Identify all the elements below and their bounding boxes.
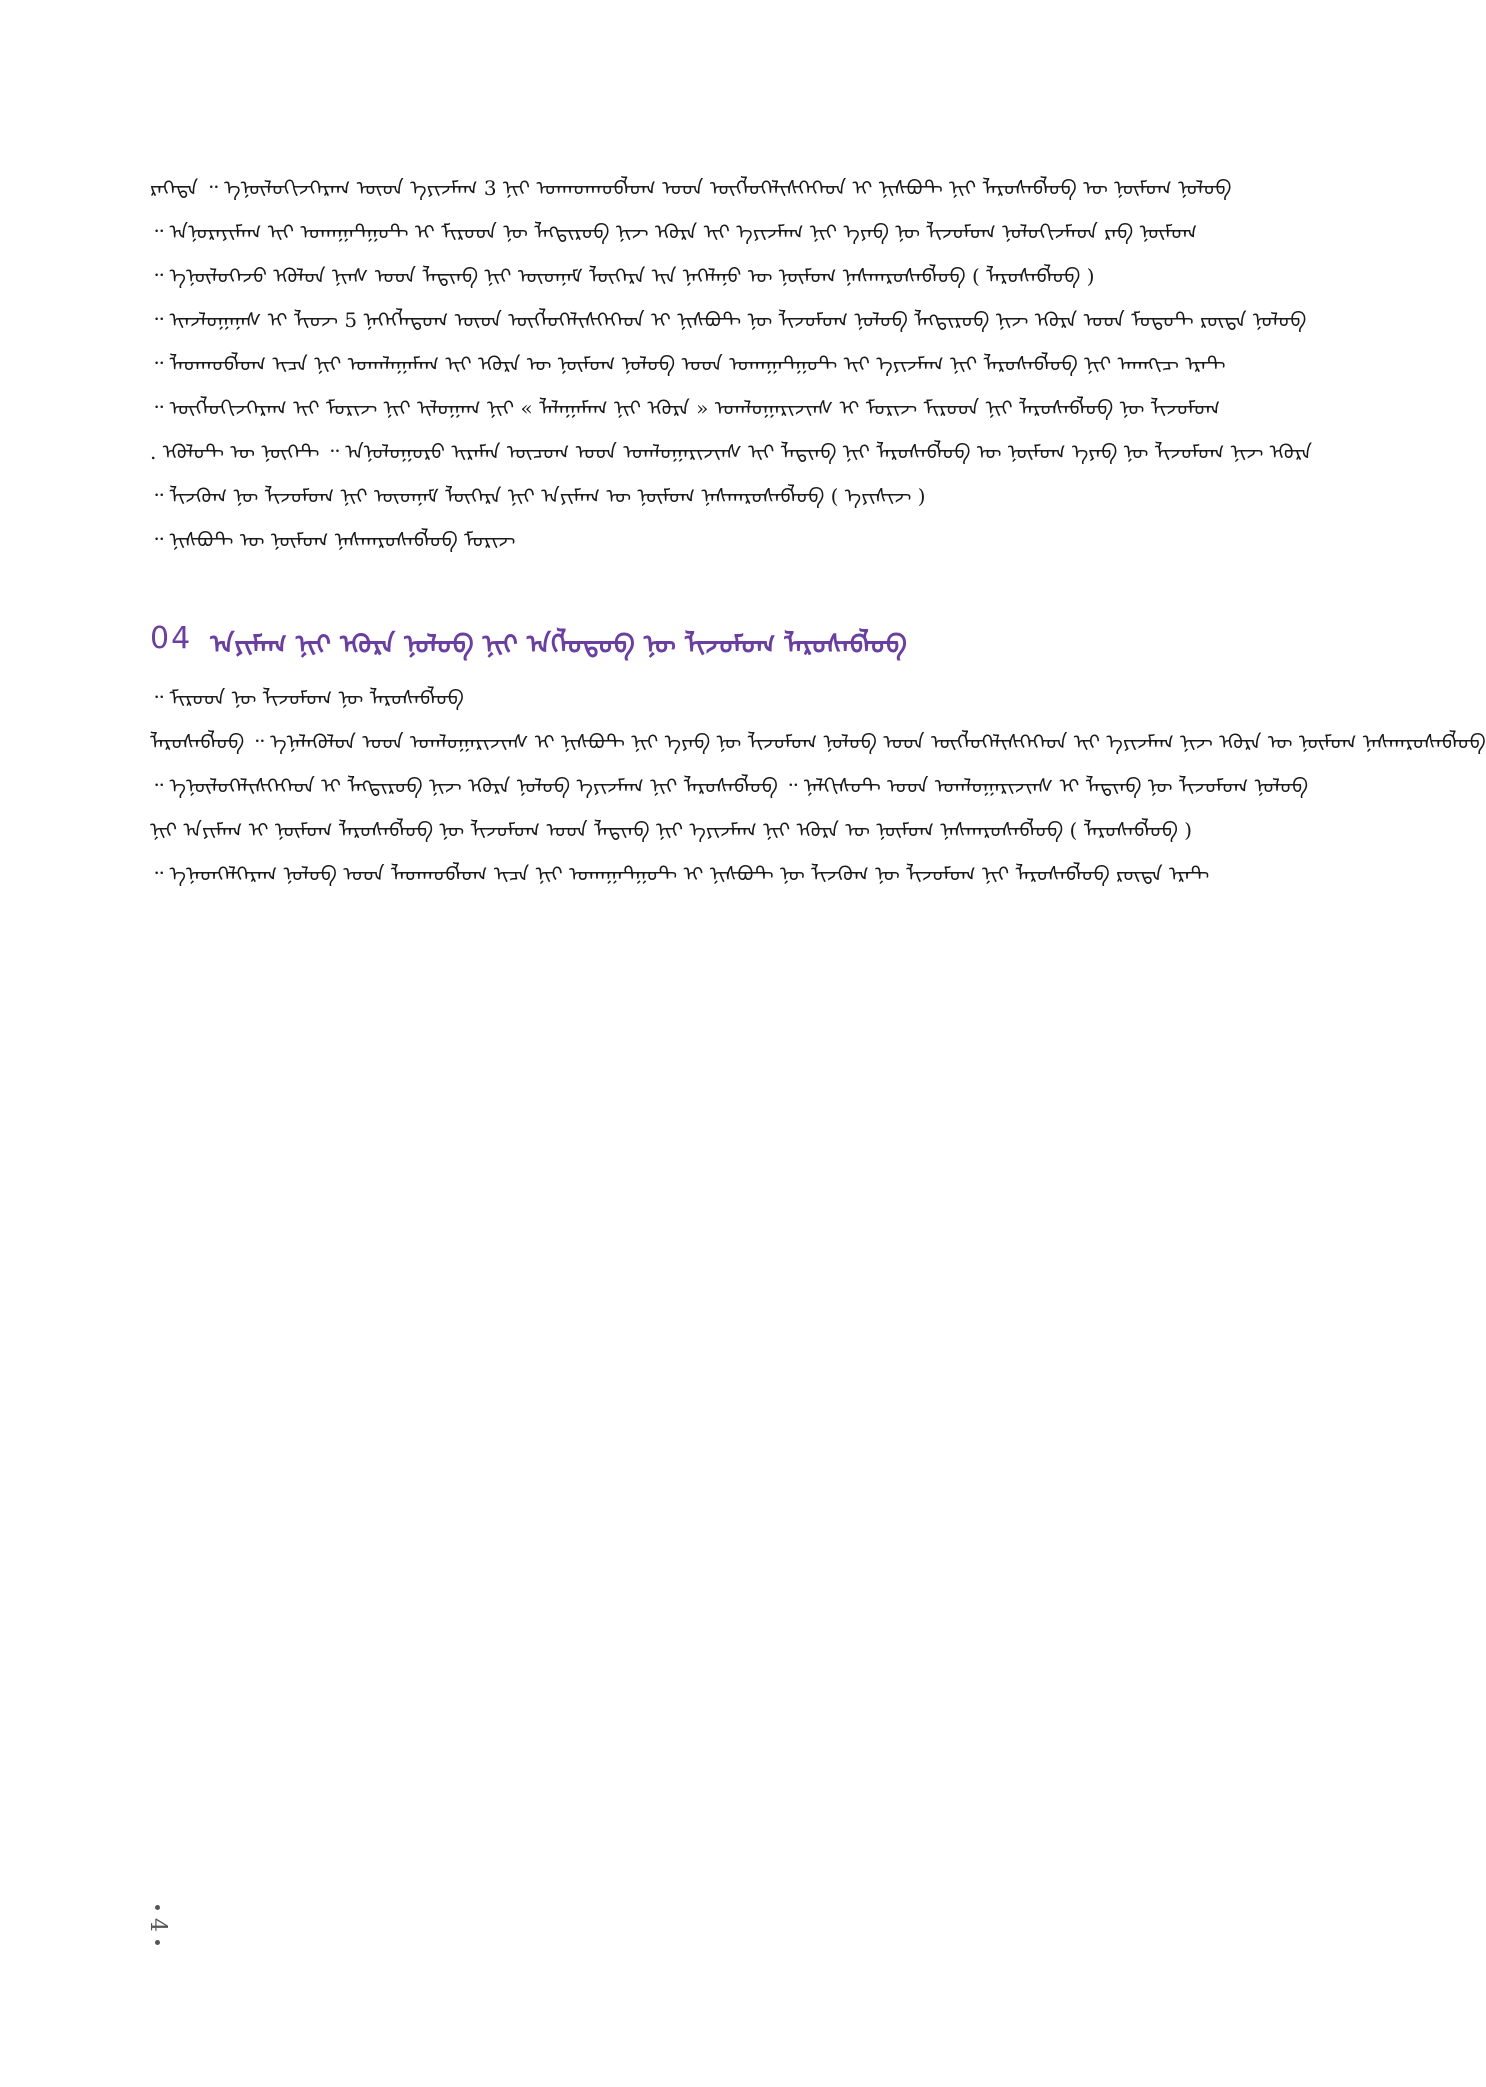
text-line: ᠲᠡᠷᠡ ᠴᠢᠩᠭᠠ ᠶᠢᠨ ᠪᠣᠯᠪᠠᠰᠤᠷᠠᠯ ᠶᠢᠨ ᠬᠡᠮᠵᠢᠶ᠎ᠡ ᠶᠢ ᠲᠣᠭᠲᠠᠭᠠᠬᠤ ᠳᠤ ᠪᠣᠯᠤᠨ ᠬᠦᠮᠦᠨ ᠦ ᠡᠷᠦᠬᠡ ᠶᠢ ᠬᠠᠮᠠᠭᠠᠯᠠᠬᠤ ᠶᠢᠨ ᠠᠴᠢ ᠬᠣᠯᠪᠣᠭᠳᠠᠯ ᠃	[150, 351, 1226, 376]
text-column	[150, 170, 1232, 200]
text-column	[150, 812, 1193, 842]
text-line: ( ᠪᠣᠯᠪᠠᠰᠤᠷᠠᠯ ) ᠪᠣᠯᠪᠠᠰᠤᠷᠠᠭᠰᠠᠨ ᠬᠦᠮᠦᠨ ᠦ ᠡᠷᠦᠬᠡ ᠶᠢᠨ ᠬᠡᠮᠵᠢᠶ᠎ᠡ ᠶᠢᠨ ᠪᠠᠢᠳᠠᠯ ᠳᠤ ᠬᠦᠮᠦᠵᠢᠯ ᠦᠨ ᠪᠣᠯᠪᠠᠰᠤᠷᠠᠯ ᠬᠦᠮᠦᠨ ᠢ ᠬᠠᠮᠢᠶ᠎ᠠ ᠶᠢᠨ	[150, 817, 1193, 842]
text-column	[150, 478, 926, 508]
text-column	[150, 346, 1226, 376]
text-column	[150, 302, 1307, 332]
text-line: ᠪᠣᠯᠪᠠᠰᠤᠷᠠᠯ ᠦᠨ ᠬᠦᠮᠦᠵᠢᠯ ᠦᠨ ᠳᠦᠷᠢᠮ ᠃	[150, 685, 464, 710]
text-line: ᠲᠡᠷᠡ ᠡᠳᠦᠷ ᠪᠣᠯᠪᠠᠰᠤᠷᠠᠯ ᠶᠢᠨ ᠬᠦᠮᠦᠵᠢᠯ ᠦᠨ ᠬᠥᠭᠵᠢᠯ ᠦᠨ ᠲᠦᠪᠰᠢᠨ ᠢ ᠲᠣᠭᠲᠠᠭᠠᠬᠤ ᠶᠢᠨ ᠠᠴᠢ ᠬᠣᠯᠪᠣᠭᠳᠠᠯ ᠳᠤ ᠪᠣᠯᠤᠨ ᠬᠡᠷᠡᠭᠯᠡᠭᠳᠡᠨ᠎ᠡ ᠃	[150, 861, 1210, 886]
page-number-dot-right	[155, 1940, 160, 1945]
text-line: ᠡᠷᠦᠬᠡ ᠵᠢᠨ ᠬᠦᠮᠦᠵᠢᠯ ᠦᠨ ᠪᠡᠶ᠎ᠡ ᠬᠦᠮᠦᠨ ᠦ ᠪᠣᠯᠪᠠᠰᠤᠷᠠᠯ ᠶᠢᠨ ᠪᠠᠢᠳᠠᠯ ᠶᠢ ᠰᠠᠢᠵᠢᠷᠠᠭᠤᠯᠬᠤ ᠳᠤ ᠬᠦᠴᠦ ᠨᠡᠮᠡᠷᠢ ᠣᠷᠤᠭᠤᠯᠤᠨ᠎ᠠ ᠃ ᠲᠡᠭᠦᠨ ᠦ ᠲᠥᠯᠦᠭᠡ .	[150, 439, 1313, 464]
text-column	[150, 434, 1313, 464]
text-line: ᠬᠦᠮᠦᠵᠢᠯ ᠦᠨ ᠪᠣᠯᠪᠠᠰᠤᠷᠠᠯ ᠶᠢᠨ ᠳᠦᠷᠢᠮ ᠵᠢᠷᠤᠮ ᠢ ᠰᠠᠢᠵᠢᠷᠠᠭᠤᠯᠬᠤ « ᠡᠷᠦᠬᠡ ᠶᠢᠨ ᠬᠠᠮᠠᠭᠠᠯᠠᠯ » ᠶᠢᠨ ᠬᠠᠭᠤᠯᠢ ᠶᠢᠨ ᠵᠢᠷᠤᠮ ᠶᠢ ᠬᠡᠷᠡᠭᠵᠢᠭᠦᠯᠬᠦ ᠃	[150, 395, 1221, 420]
text-column	[150, 856, 1210, 886]
text-column	[150, 680, 464, 710]
text-block	[150, 170, 1486, 1970]
text-column	[150, 258, 1095, 288]
page-number-dot-left	[155, 1905, 160, 1910]
section-heading	[150, 620, 907, 660]
text-column	[150, 768, 1309, 798]
text-column	[150, 522, 516, 552]
page-number	[145, 1905, 170, 1945]
text-line: ᠪᠣᠯᠤᠨ ᠬᠦᠮᠦᠵᠢᠯ ᠦᠨ ᠪᠠᠢᠳᠠᠯ ᠢ ᠰᠠᠢᠵᠢᠷᠠᠭᠤᠯᠬᠤ ᠳᠤ ᠲᠦᠰᠢᠭᠯᠡᠨ ᠃ ᠪᠣᠯᠪᠠᠰᠤᠷᠠᠯ ᠶᠢᠨ ᠬᠡᠮᠵᠢᠶ᠎ᠡ ᠪᠣᠯᠤᠨ ᠡᠷᠦᠬᠡ ᠵᠢᠨ ᠪᠦᠷᠢᠳᠭᠡᠯ ᠢ ᠳᠡᠭᠡᠭᠰᠢᠯᠡᠭᠦᠯᠦᠨ᠎ᠡ ᠃	[150, 773, 1309, 798]
page-number-text: 4	[145, 1918, 170, 1932]
text-column	[150, 214, 1198, 244]
text-line: ᠪᠣᠯᠤᠨ ᠡᠳᠦᠷ ᠲᠤᠲᠤᠮ ᠳᠤ ᠡᠷᠦᠬᠡ ᠵᠢᠨ ᠪᠦᠷᠢᠳᠭᠡᠯ ᠪᠣᠯᠤᠨ ᠬᠦᠮᠦᠵᠢᠯ ᠦᠨ ᠲᠦᠪᠰᠢᠨ ᠢ ᠳᠡᠭᠡᠭᠰᠢᠯᠡᠭᠦᠯᠬᠦ ᠳᠦ ᠬᠥᠳᠡᠯᠭᠡᠭᠡᠨ 5 ᠵᠦᠢᠯ ᠢ ᠰᠠᠨᠠᠭᠤᠯᠵᠠᠢ ᠃	[150, 307, 1307, 332]
text-column	[150, 724, 1486, 754]
text-line: ( ᠵᠢᠱᠢᠶ᠎ᠡ ) ᠪᠣᠯᠪᠠᠰᠤᠷᠠᠭᠰᠠᠨ ᠬᠦᠮᠦᠨ ᠦ ᠬᠠᠮᠢᠶ᠎ᠠ ᠶᠢᠨ ᠡᠷᠡᠭᠦᠯ ᠮᠡᠨᠳᠦ ᠶᠢᠨ ᠬᠦᠮᠦᠵᠢᠯ ᠦᠨ ᠬᠥᠭᠵᠢᠯ ᠃	[150, 483, 926, 508]
text-line: ( ᠪᠣᠯᠪᠠᠰᠤᠷᠠᠯ ) ᠪᠣᠯᠪᠠᠰᠤᠷᠠᠭᠰᠠᠨ ᠬᠦᠮᠦᠨ ᠦ ᠦᠨᠡᠯᠡᠭᠡᠨ ᠨᠢ ᠡᠷᠡᠭᠦᠯ ᠮᠡᠨᠳᠦ ᠶᠢᠨ ᠪᠠᠢᠳᠠᠯ ᠳᠤ ᠰᠠᠢᠨ ᠨᠥᠯᠦᠭᠡ ᠦᠵᠡᠭᠦᠯᠦᠨ᠎ᠡ ᠃	[150, 263, 1095, 288]
text-line: ᠪᠣᠯᠤᠨ ᠬᠦᠮᠦᠨ ᠦ ᠪᠣᠯᠪᠠᠰᠤᠷᠠᠯ ᠶᠢᠨ ᠲᠦᠪᠰᠢᠨ ᠢ ᠳᠡᠭᠡᠭᠰᠢᠯᠡᠭᠦᠯᠬᠦ ᠳᠤ ᠬᠣᠯᠪᠣᠭᠳᠠᠬᠤ ᠶᠢᠨ 3 ᠬᠡᠮᠵᠢᠶ᠎ᠡ ᠳᠦ ᠬᠡᠷᠡᠭᠵᠢᠭᠦᠯᠦᠨ᠎ᠡ ᠃ ᠡᠳᠡᠭᠡᠷ	[150, 175, 1232, 200]
text-line: ᠵᠢᠷᠤᠮ ᠪᠣᠯᠪᠠᠰᠤᠷᠠᠭᠰᠠᠨ ᠬᠦᠮᠦᠨ ᠦ ᠲᠦᠪᠰᠢᠨ ᠃	[150, 527, 516, 552]
text-line: ᠪᠣᠯᠪᠠᠰᠤᠷᠠᠭᠰᠠᠨ ᠬᠦᠮᠦᠨ ᠦ ᠡᠷᠦᠬᠡ ᠵᠢᠨ ᠬᠡᠮᠵᠢᠶ᠎ᠡ ᠶᠢ ᠳᠡᠭᠡᠭᠰᠢᠯᠡᠭᠦᠯᠬᠦ ᠳᠤ ᠪᠣᠯᠤᠨ ᠬᠦᠮᠦᠵᠢᠯ ᠦᠨ ᠪᠡᠶ᠎ᠡ ᠶᠢᠨ ᠲᠦᠪᠰᠢᠨ ᠢ ᠰᠠᠢᠵᠢᠷᠠᠭᠤᠯᠬᠤ ᠳᠤ ᠨᠥᠯᠦᠭᠡᠯᠡᠨ᠎ᠡ ᠃ ᠪᠣᠯᠪᠠᠰᠤᠷᠠᠯ	[150, 729, 1486, 754]
section-number: 04	[150, 620, 193, 656]
text-column	[150, 390, 1221, 420]
section-title: ᠪᠣᠯᠪᠠᠰᠤᠷᠠᠯ ᠬᠦᠮᠦᠵᠢᠯ ᠦᠨ ᠪᠣᠳᠣᠯᠭ᠎ᠠ ᠶᠢᠨ ᠪᠣᠯᠤᠨ ᠡᠷᠦᠬᠡ ᠶᠢᠨ ᠬᠠᠮᠢᠶ᠎ᠠ	[210, 630, 907, 660]
text-line: ᠬᠦᠮᠦᠨ ᠪᠡᠷ ᠳᠠᠮᠵᠢᠭᠤᠯᠤᠨ ᠬᠦᠮᠦᠵᠢᠯ ᠦᠨ ᠪᠡᠶ᠎ᠡ ᠶᠢᠨ ᠬᠡᠮᠵᠢᠶ᠎ᠡ ᠶᠢ ᠡᠷᠦᠬᠡ ᠵᠢᠨ ᠪᠦᠷᠢᠳᠭᠡᠯ ᠦᠨ ᠳᠦᠷᠢᠮ ᠢ ᠲᠣᠭᠲᠠᠭᠠᠬᠤ ᠶᠢ ᠬᠠᠮᠢᠶᠠᠷᠤᠨ᠎ᠠ ᠃	[150, 219, 1198, 244]
